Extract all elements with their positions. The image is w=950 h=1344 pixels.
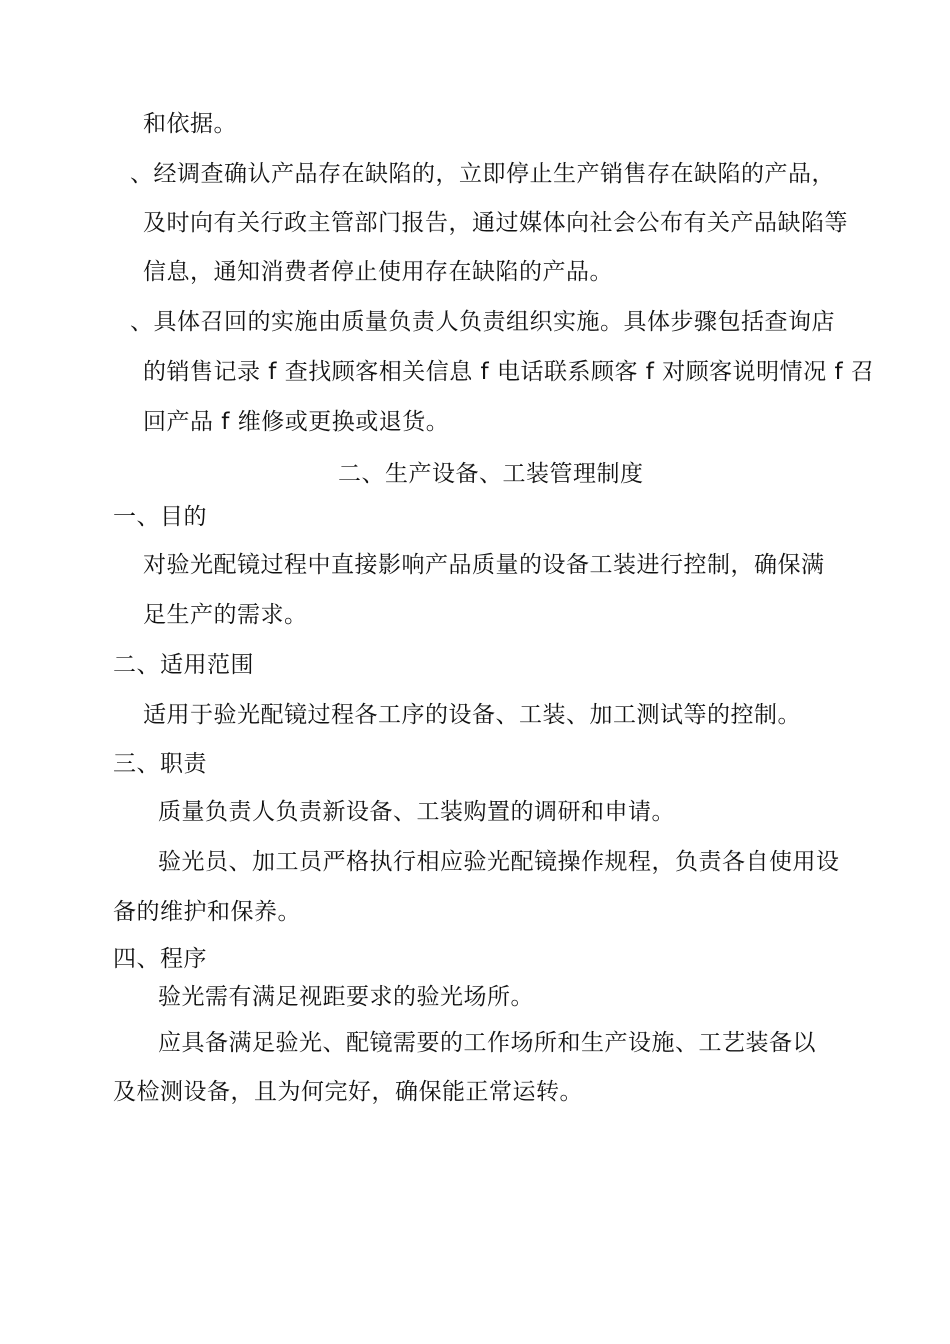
text-line-10: 对验光配镜过程中直接影响产品质量的设备工装进行控制，确保满	[143, 552, 825, 578]
text-line-4: 信息，通知消费者停止使用存在缺陷的产品。	[143, 259, 613, 285]
text-line-21: 及检测设备，且为何完好，确保能正常运转。	[113, 1079, 583, 1105]
text-line-6: 的销售记录 f 查找顾客相关信息 f 电话联系顾客 f 对顾客说明情况 f 召	[143, 359, 875, 385]
text-line-7: 回产品 f 维修或更换或退货。	[143, 409, 450, 435]
text-line-19: 验光需有满足视距要求的验光场所。	[158, 984, 534, 1010]
text-line-2: 、经调查确认产品存在缺陷的，立即停止生产销售存在缺陷的产品，	[130, 161, 835, 187]
text-line-11: 足生产的需求。	[143, 602, 308, 628]
heading-responsibility: 三、职责	[113, 751, 207, 777]
heading-scope: 二、适用范围	[113, 652, 254, 678]
section-title: 二、生产设备、工装管理制度	[338, 461, 644, 487]
text-line-15: 质量负责人负责新设备、工装购置的调研和申请。	[158, 799, 675, 825]
heading-procedure: 四、程序	[113, 946, 207, 972]
text-line-16: 验光员、加工员严格执行相应验光配镜操作规程，负责各自使用设	[158, 849, 840, 875]
text-line-3: 及时向有关行政主管部门报告，通过媒体向社会公布有关产品缺陷等	[143, 210, 848, 236]
text-line-17: 备的维护和保养。	[113, 899, 301, 925]
heading-purpose: 一、目的	[113, 504, 207, 530]
text-line-5: 、具体召回的实施由质量负责人负责组织实施。具体步骤包括查询店	[130, 309, 835, 335]
text-line-1: 和依据。	[143, 111, 237, 137]
text-line-20: 应具备满足验光、配镜需要的工作场所和生产设施、工艺装备以	[158, 1030, 816, 1056]
text-line-13: 适用于验光配镜过程各工序的设备、工装、加工测试等的控制。	[143, 702, 801, 728]
